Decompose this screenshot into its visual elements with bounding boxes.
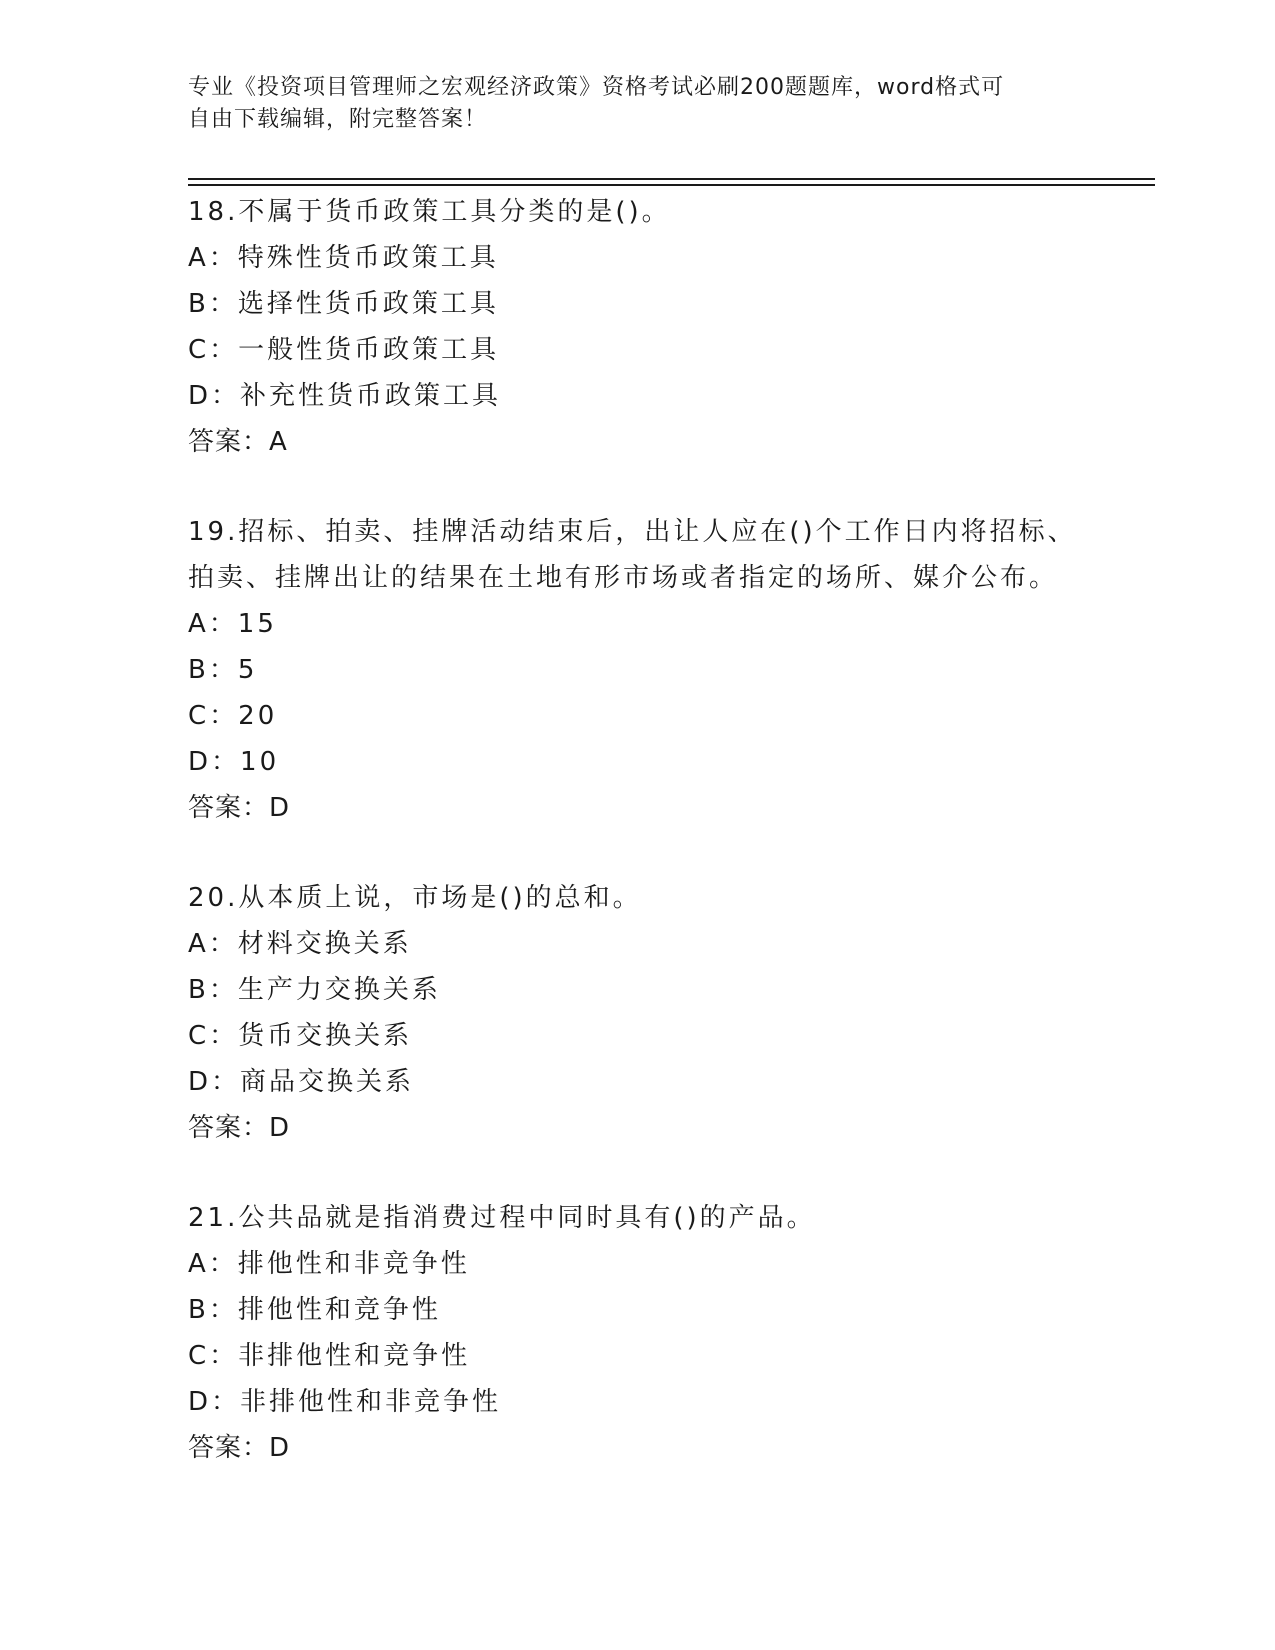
question-18 [188, 189, 1088, 465]
header-line-1: 专业《投资项目管理师之宏观经济政策》资格考试必刷200题题库，word格式可 [188, 75, 1005, 100]
question-20 [188, 875, 1088, 1151]
option-a: A：15 [188, 609, 277, 639]
answer-label: 答案：D [188, 1433, 291, 1463]
answer-label: 答案：A [188, 427, 288, 457]
option-a: A：排他性和非竞争性 [188, 1249, 470, 1279]
question-stem-line-2: 拍卖、挂牌出让的结果在土地有形市场或者指定的场所、媒介公布。 [188, 563, 1059, 593]
answer-label: 答案：D [188, 1113, 291, 1143]
option-c: C：20 [188, 701, 278, 731]
header-divider-top [188, 178, 1155, 180]
option-b: B：排他性和竞争性 [188, 1295, 441, 1325]
option-a: A：材料交换关系 [188, 929, 412, 959]
option-d: D：非排他性和非竞争性 [188, 1387, 502, 1417]
option-c: C：一般性货币政策工具 [188, 335, 500, 365]
option-d: D：10 [188, 747, 280, 777]
question-stem: 21.公共品就是指消费过程中同时具有()的产品。 [188, 1203, 816, 1233]
question-21 [188, 1195, 1088, 1471]
option-c: C：货币交换关系 [188, 1021, 413, 1051]
question-stem-line-1: 19.招标、拍卖、挂牌活动结束后，出让人应在()个工作日内将招标、 [188, 517, 1077, 547]
option-b: B：选择性货币政策工具 [188, 289, 499, 319]
question-list [188, 189, 1088, 1515]
option-b: B：生产力交换关系 [188, 975, 441, 1005]
header-divider-bottom [188, 184, 1155, 186]
question-stem: 20.从本质上说，市场是()的总和。 [188, 883, 642, 913]
option-c: C：非排他性和竞争性 [188, 1341, 471, 1371]
header-line-2: 自由下载编辑，附完整答案！ [188, 107, 488, 132]
option-a: A：特殊性货币政策工具 [188, 243, 499, 273]
question-19 [188, 509, 1088, 831]
answer-label: 答案：D [188, 793, 291, 823]
option-d: D：补充性货币政策工具 [188, 381, 502, 411]
document-header [188, 72, 1068, 136]
question-stem: 18.不属于货币政策工具分类的是()。 [188, 197, 671, 227]
option-d: D：商品交换关系 [188, 1067, 415, 1097]
option-b: B：5 [188, 655, 258, 685]
